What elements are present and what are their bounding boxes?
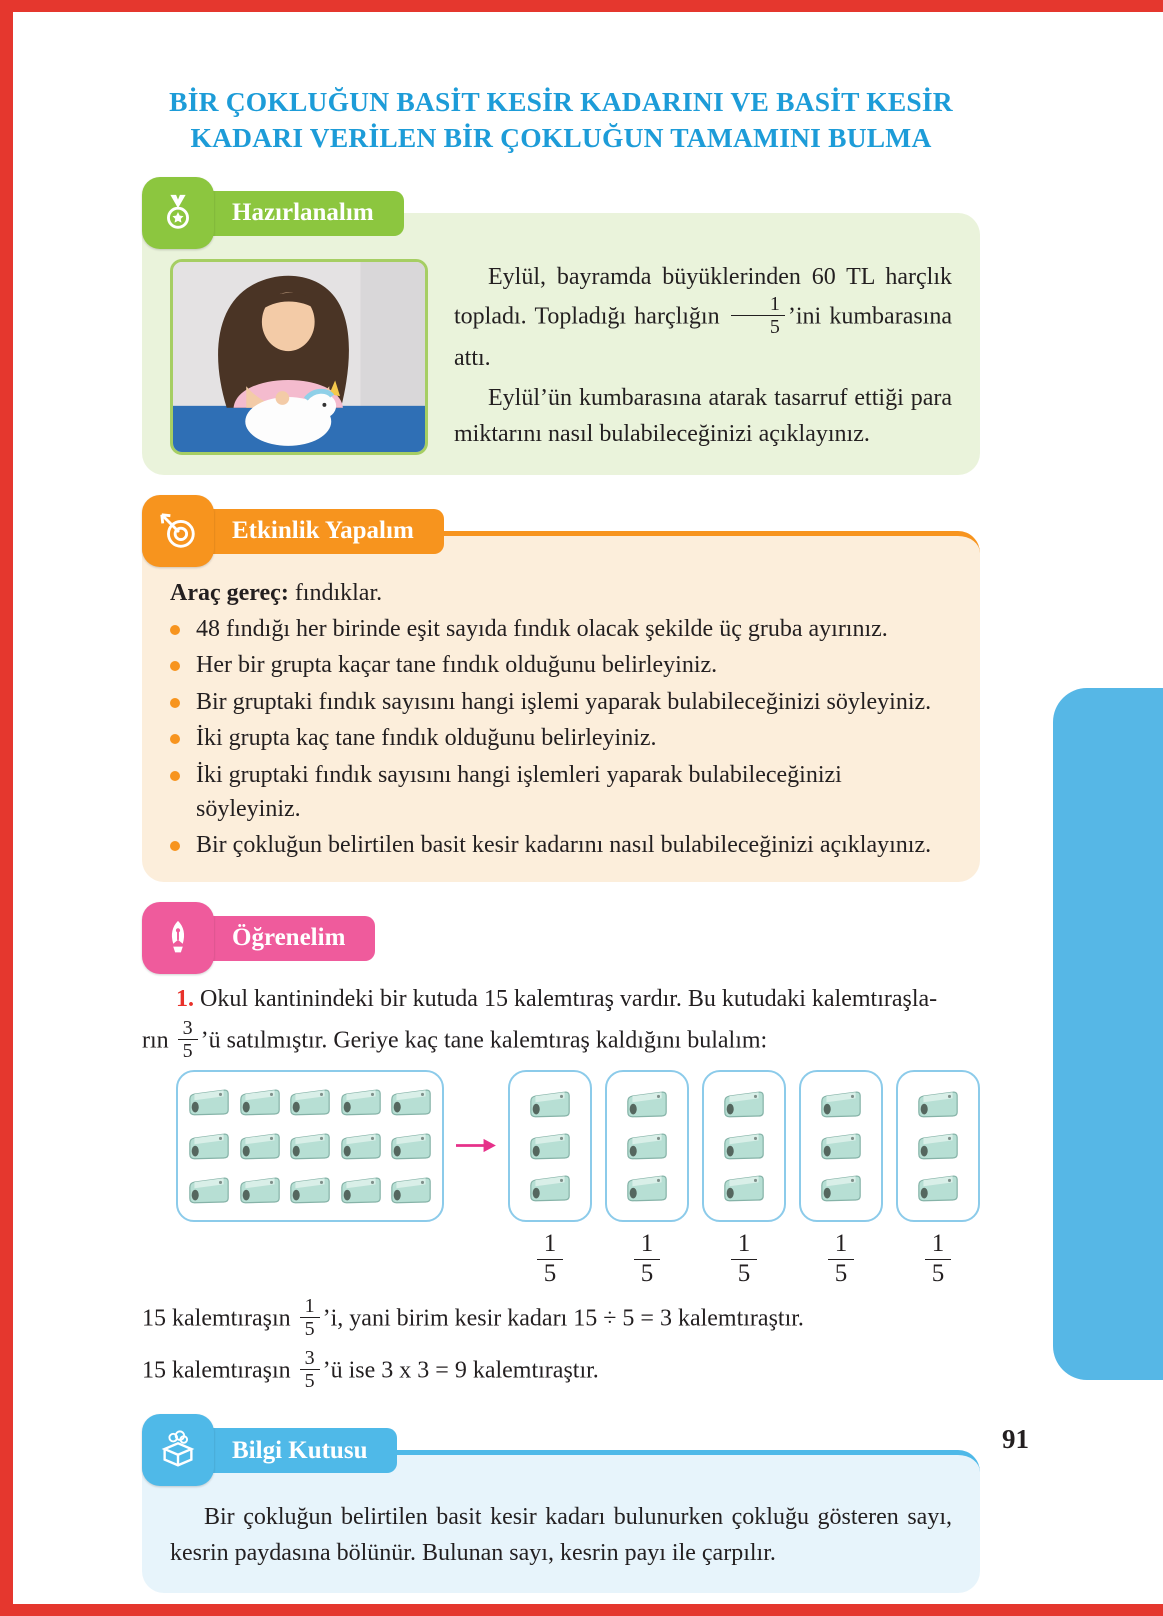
fraction-numerator: 1 xyxy=(828,1230,855,1260)
section-bilgi-kutusu xyxy=(142,1414,980,1593)
fraction-numerator: 1 xyxy=(731,1230,758,1260)
activity-list-item xyxy=(170,759,952,826)
paragraph-text: ’ini kumbarasına attı. xyxy=(454,303,952,372)
ogrenelim-label: Öğrenelim xyxy=(232,924,346,952)
activity-item-text: Bir gruptaki fındık sayısını hangi işlemi yaparak bulabileceğinizi söyleyiniz. xyxy=(196,688,932,715)
sharpener-icon xyxy=(237,1086,283,1119)
all-sharpeners-box xyxy=(176,1070,444,1222)
fraction-denominator: 5 xyxy=(737,1260,751,1288)
sharpener-icon xyxy=(338,1086,384,1119)
sharpener-icon xyxy=(818,1088,864,1121)
materials-label: Araç gereç: xyxy=(170,579,289,606)
problem-text: rın xyxy=(142,1026,169,1053)
problem-text: ’ü satılmıştır. Geriye kaç tane kalemtıraş kaldığını bulalım: xyxy=(200,1026,768,1053)
etkinlik-header xyxy=(142,495,980,567)
materials-line xyxy=(170,580,952,607)
sharpener-icon xyxy=(338,1130,384,1163)
photo-girl-with-piggy-bank xyxy=(170,259,428,455)
bullet-icon xyxy=(170,698,180,708)
fraction-numerator: 1 xyxy=(537,1230,564,1260)
sharpener-group-box xyxy=(508,1070,592,1222)
fraction-label xyxy=(731,1230,758,1289)
medal-icon xyxy=(142,177,214,249)
page-frame-left xyxy=(0,0,13,1616)
sharpener-group xyxy=(799,1070,883,1289)
bullet-icon xyxy=(170,625,180,635)
fraction-three-fifths xyxy=(178,1017,198,1063)
bullet-icon xyxy=(170,661,180,671)
paragraph-text: Eylül, bayramda büyüklerinden 60 TL harçlık topladı. Topladığı harçlığın xyxy=(454,263,952,329)
bullet-icon xyxy=(170,771,180,781)
sharpener-icon xyxy=(287,1174,333,1207)
sharpener-icon xyxy=(721,1130,767,1163)
sharpener-icon xyxy=(818,1172,864,1205)
hazirlanalim-label: Hazırlanalım xyxy=(232,199,374,227)
activity-list-item xyxy=(170,829,952,863)
bilgi-text: Bir çokluğun belirtilen basit kesir kadarı bulunurken çokluğu gösteren sayı, kesrin paydasına bölünür. Bulunan sayı, kesrin payı ile çarpılır. xyxy=(170,1504,952,1567)
fraction-numerator: 1 xyxy=(925,1230,952,1260)
target-dart-icon xyxy=(142,495,214,567)
solution-text: 15 kalemtıraşın xyxy=(142,1305,291,1332)
hazirlanalim-text xyxy=(454,259,952,455)
sharpener-icon xyxy=(186,1130,232,1163)
page-content xyxy=(142,0,980,1593)
lesson-title-line2: KADARI VERİLEN BİR ÇOKLUĞUN TAMAMINI BULMA xyxy=(190,122,932,154)
activity-item-text: 48 fındığı her birinde eşit sayıda fındık olacak şekilde üç gruba ayırınız. xyxy=(196,615,888,642)
etkinlik-box xyxy=(142,531,980,882)
sharpener-icon xyxy=(388,1174,434,1207)
sharpener-icon xyxy=(915,1088,961,1121)
fraction-numerator: 1 xyxy=(634,1230,661,1260)
activity-item-text: Bir çokluğun belirtilen basit kesir kadarını nasıl bulabileceğinizi açıklayınız. xyxy=(196,832,932,859)
fraction-denominator: 5 xyxy=(543,1260,557,1288)
sharpener-icon xyxy=(915,1172,961,1205)
problem-line-1 xyxy=(142,982,980,1017)
sharpener-group-box xyxy=(799,1070,883,1222)
section-hazirlanalim xyxy=(142,177,980,475)
problem-number: 1. xyxy=(176,985,194,1012)
solution-line-2 xyxy=(142,1346,980,1395)
sharpener-group-box xyxy=(896,1070,980,1222)
sharpener-icon xyxy=(721,1088,767,1121)
fraction-denominator: 5 xyxy=(769,315,780,338)
sharpener-group xyxy=(896,1070,980,1289)
activity-list-item xyxy=(170,722,952,756)
fraction-one-fifth xyxy=(731,293,785,339)
sharpener-icon xyxy=(721,1172,767,1205)
sharpener-icon xyxy=(818,1130,864,1163)
hazirlanalim-paragraph-2: Eylül’ün kumbarasına atarak tasarruf ettiği para miktarını nasıl bulabileceğinizi açıklayınız. xyxy=(454,385,952,448)
fraction-label xyxy=(828,1230,855,1289)
hazirlanalim-paragraph-1 xyxy=(454,259,952,377)
sharpener-icon xyxy=(287,1086,333,1119)
fraction-denominator: 5 xyxy=(304,1318,315,1341)
ogrenelim-content xyxy=(142,982,980,1395)
page-number: 91 xyxy=(1002,1424,1029,1454)
sharpener-icon xyxy=(527,1172,573,1205)
page-frame-bottom xyxy=(0,1604,1163,1616)
fraction-three-fifths xyxy=(300,1347,320,1393)
sharpener-diagram xyxy=(176,1070,980,1289)
sharpener-icon xyxy=(338,1174,384,1207)
activity-list-item xyxy=(170,686,952,720)
sharpener-icon xyxy=(287,1130,333,1163)
fraction-label xyxy=(925,1230,952,1289)
arrow-right-icon xyxy=(454,1136,498,1155)
sharpener-icon xyxy=(624,1088,670,1121)
activity-list-item xyxy=(170,613,952,647)
fraction-one-fifth xyxy=(300,1295,320,1341)
ogrenelim-header xyxy=(142,902,980,974)
fraction-denominator: 5 xyxy=(182,1039,193,1062)
etkinlik-label: Etkinlik Yapalım xyxy=(232,517,414,545)
fraction-denominator: 5 xyxy=(931,1260,945,1288)
sharpener-group xyxy=(605,1070,689,1289)
sharpener-icon xyxy=(624,1172,670,1205)
bilgi-header xyxy=(142,1414,980,1486)
bullet-icon xyxy=(170,841,180,851)
sharpener-group xyxy=(702,1070,786,1289)
lesson-title xyxy=(142,84,980,157)
fraction-denominator: 5 xyxy=(640,1260,654,1288)
lesson-title-line1: BİR ÇOKLUĞUN BASİT KESİR KADARINI VE BASİT KESİR xyxy=(169,86,953,117)
fraction-denominator: 5 xyxy=(834,1260,848,1288)
activity-item-text: İki gruptaki fındık sayısını hangi işlemleri yaparak bulabileceğinizi söyleyiniz. xyxy=(196,761,842,822)
fraction-numerator: 3 xyxy=(178,1017,198,1040)
activity-list-item xyxy=(170,649,952,683)
section-ogrenelim xyxy=(142,902,980,1395)
sharpener-icon xyxy=(237,1130,283,1163)
sharpener-icon xyxy=(388,1086,434,1119)
bilgi-label: Bilgi Kutusu xyxy=(232,1436,368,1464)
materials-value: fındıklar. xyxy=(294,579,383,606)
fraction-numerator: 3 xyxy=(300,1347,320,1370)
sharpener-icon xyxy=(237,1174,283,1207)
fraction-denominator: 5 xyxy=(304,1370,315,1392)
sharpener-icon xyxy=(186,1086,232,1119)
sharpener-icon xyxy=(527,1130,573,1163)
bullet-icon xyxy=(170,734,180,744)
sharpener-group xyxy=(508,1070,592,1289)
fraction-label xyxy=(537,1230,564,1289)
pen-nib-icon xyxy=(142,902,214,974)
activity-item-text: Her bir grupta kaçar tane fındık olduğunu belirleyiniz. xyxy=(196,652,718,679)
solution-text: 15 kalemtıraşın xyxy=(142,1357,291,1384)
sharpener-icon xyxy=(527,1088,573,1121)
sharpener-icon xyxy=(388,1130,434,1163)
open-box-icon xyxy=(142,1414,214,1486)
etkinlik-banner xyxy=(180,509,444,554)
sharpener-icon xyxy=(915,1130,961,1163)
fraction-numerator: 1 xyxy=(731,293,785,316)
solution-text: ’i, yani birim kesir kadarı 15 ÷ 5 = 3 kalemtıraştır. xyxy=(322,1305,804,1332)
hazirlanalim-header xyxy=(142,177,980,249)
sharpener-icon xyxy=(186,1174,232,1207)
activity-item-text: İki grupta kaç tane fındık olduğunu belirleyiniz. xyxy=(196,725,657,752)
hazirlanalim-box xyxy=(142,213,980,475)
sharpener-icon xyxy=(624,1130,670,1163)
unit-side-tab xyxy=(1053,688,1163,1380)
fraction-numerator: 1 xyxy=(300,1295,320,1318)
problem-text: Okul kantinindeki bir kutuda 15 kalemtıraş vardır. Bu kutudaki kalemtıraşla- xyxy=(200,985,938,1012)
section-etkinlik xyxy=(142,495,980,882)
sharpener-group-box xyxy=(702,1070,786,1222)
fraction-label xyxy=(634,1230,661,1289)
sharpener-groups xyxy=(508,1070,980,1289)
problem-line-2 xyxy=(142,1016,980,1065)
activity-list xyxy=(170,613,952,863)
solution-text: ’ü ise 3 x 3 = 9 kalemtıraştır. xyxy=(322,1357,599,1384)
solution-line-1 xyxy=(142,1294,980,1343)
sharpener-group-box xyxy=(605,1070,689,1222)
